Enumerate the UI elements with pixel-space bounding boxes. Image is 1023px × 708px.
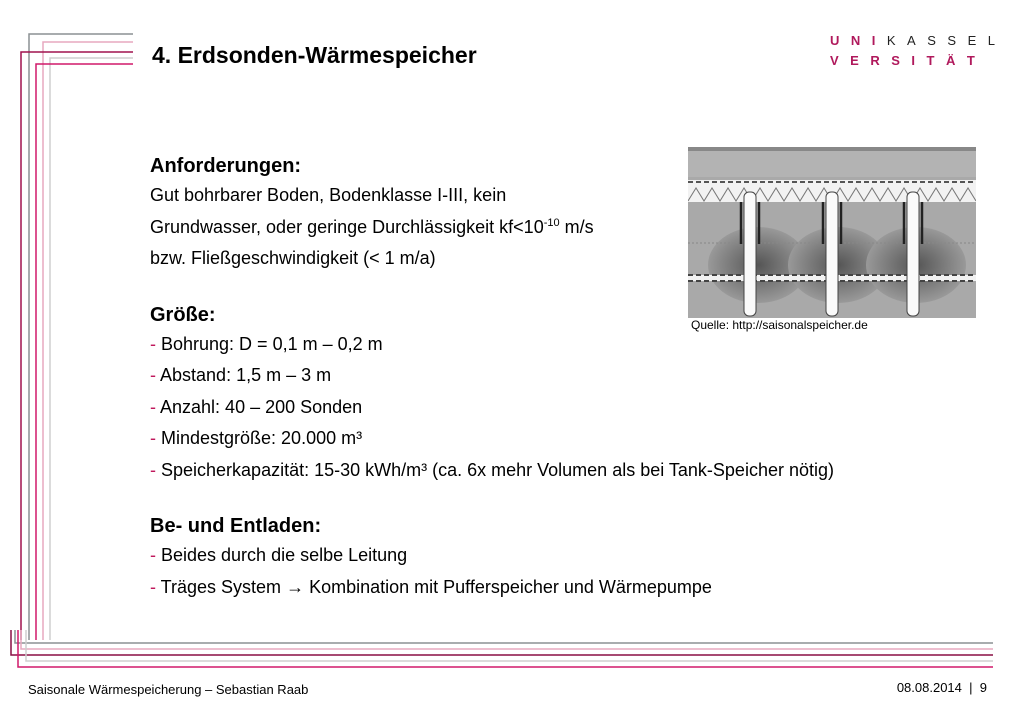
bullet: -	[150, 396, 161, 417]
page-number: 9	[979, 680, 987, 695]
text: Speicherkapazität: 15-30 kWh/m³ (ca. 6x mehr Volumen als bei Tank-Speicher nötig)	[161, 459, 834, 480]
arrow-right-icon: →	[286, 576, 305, 597]
text: Träges System	[160, 576, 282, 597]
list-item	[150, 455, 970, 487]
text: Abstand: 1,5 m – 3 m	[160, 365, 332, 385]
text: m/s	[559, 216, 594, 237]
heading-laden: Be- und Entladen:	[150, 515, 322, 537]
bullet: -	[150, 428, 161, 448]
list-item	[150, 540, 970, 572]
footer-date: 08.08.2014	[896, 680, 962, 695]
bullet: -	[150, 459, 161, 480]
text: Anzahl: 40 – 200 Sonden	[160, 396, 363, 417]
list-item	[150, 572, 970, 604]
logo-versitaet: VERSITÄT	[830, 53, 987, 68]
text: Beides durch die selbe Leitung	[161, 545, 408, 565]
footer-title: Saisonale Wärmespeicherung – Sebastian Raab	[28, 682, 309, 697]
heading-anforderungen: Anforderungen:	[150, 155, 302, 177]
bullet: -	[150, 365, 161, 385]
text: Bohrung: D = 0,1 m – 0,2 m	[161, 333, 383, 354]
uni-kassel-logo	[830, 31, 1006, 71]
footer-date-page	[897, 680, 987, 695]
footer-separator: |	[969, 680, 973, 695]
heading-groesse: Größe:	[150, 303, 216, 326]
text-line: Gut bohrbarer Boden, Bodenklasse I-III, kein	[150, 185, 507, 205]
slide-title: 4. Erdsonden-Wärmespeicher	[152, 42, 477, 68]
text: Grundwasser, oder geringe Durchlässigkeit kf<10	[150, 216, 544, 237]
logo-uni: UNI	[830, 33, 887, 48]
text-line: bzw. Fließgeschwindigkeit (< 1 m/a)	[150, 248, 436, 268]
bullet: -	[150, 545, 161, 565]
figure-caption: Quelle: http://saisonalspeicher.de	[691, 318, 868, 332]
bullet: -	[150, 576, 161, 597]
borehole-storage-diagram	[688, 147, 976, 318]
text: Kombination mit Pufferspeicher und Wärmepumpe	[309, 576, 712, 597]
list-item	[150, 392, 970, 424]
logo-kassel: KASSEL	[886, 33, 1007, 48]
text: Mindestgröße: 20.000 m³	[161, 428, 363, 448]
superscript: -10	[543, 216, 560, 229]
list-item	[150, 423, 970, 455]
bullet: -	[150, 333, 161, 354]
list-item	[150, 360, 970, 392]
list-item	[150, 329, 970, 361]
